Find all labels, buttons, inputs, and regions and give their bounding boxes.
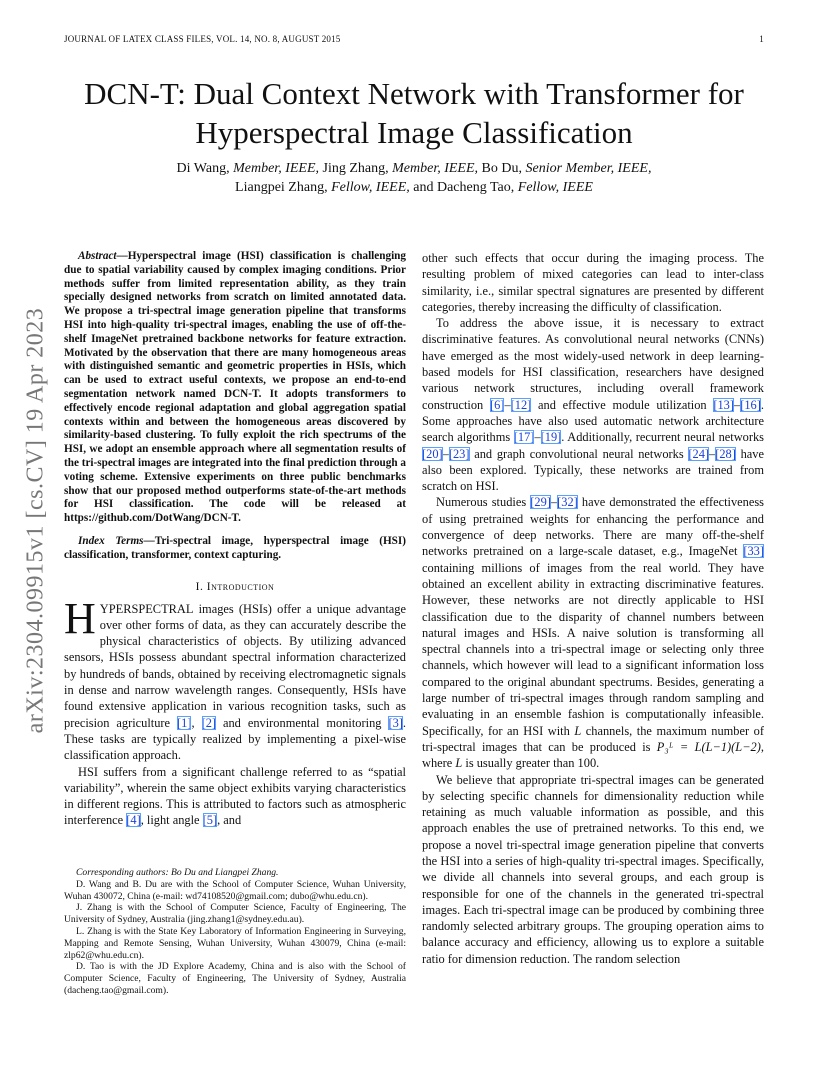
author-list [64,159,764,197]
abstract [64,250,406,526]
author-name: Di Wang, [176,161,230,176]
text-run: . Additionally, recurrent neural networks [561,430,764,445]
author-role: Member, IEEE, [233,161,320,176]
index-terms-text: —Tri-spectral image, hyperspectral image (HSI) classification, transformer, context capturing. [64,534,406,561]
citation-link[interactable]: [6] [489,397,505,412]
abstract-text: —Hyperspectral image (HSI) classification is challenging due to spatial variability caused by complex imaging conditions. Prior methods suffer from limited representation ability, as they train specially designed networks from scratch on limited annotated data. We propose a tri-spectral image generation pipeline that transforms HSI into high-quality tri-spectral images, enabling the use of off-the-shelf ImageNet pretrained backbone networks for feature extraction. Motivated by the observation that there are many homogeneous areas with distinguished semantic and geometric properties in HSIs, which can be used to extract useful contexts, we propose an end-to-end segmentation network named DCN-T. It adopts transformers to effectively encode regional adaptation and global aggregation spatial contexts within and between the homogeneous areas discovered by similarity-based clustering. To fully exploit the rich spectrums of the HSI, we adopt an ensemble approach where all segmentation results of the tri-spectral images are integrated into the final prediction through a voting scheme. Extensive experiments on three public benchmarks show that our proposed method outperforms state-of-the-art methods for HSI classification. The code will be released at https://github.com/DotWang/DCN-T. [64,250,406,525]
affiliation-note: L. Zhang is with the State Key Laboratory of Information Engineering in Surveying, Mapping and Remote Sensing, Wuhan University, Wuhan 430079, China (e-mail: zlp62@whu.edu.cn). [64,925,406,961]
left-column [64,250,406,829]
text-run: – [709,446,716,461]
text-run: HSI suffers from a significant challenge referred to as “spatial variability”, wherein the same object exhibits varying characteristics in different regions. This is attributed to factors such as atmospheric interference [64,764,406,828]
running-header [64,34,764,44]
author-name: Liangpei Zhang, [235,180,328,195]
text-run: – [442,446,449,461]
text-run: images (HSIs) offer a unique advantage over other forms of data, as they can accurately describe the physical characteristics of objects. By utilizing advanced sensors, HSIs possess abundant spectral information characterized by hundreds of bands, obtained by receiving electromagnetic signals in dense and narrow wavelength ranges. Consequently, HSIs have found extensive application in various recognition tasks, such as precision agriculture [64,601,406,730]
math-symbol: L [455,756,463,771]
text-run: , and [217,813,242,828]
body-paragraph-4: We believe that appropriate tri-spectral images can be generated by selecting specific channels for dimensionality reduction while retaining as much valuable information as possible, and this approach enables the use of pretrained networks. To this end, we propose a novel tri-spectral image generation pipeline that converts the HSI into a series of high-quality tri-spectral images. Specifically, we divide all channels into several groups, and each group is responsible for one of the channels in the generated tri-spectral images. Each tri-spectral image can be produced by combining three randomly selected arbitrary groups. The grouping operation aims to balance accuracy and efficiency, allowing us to explore a suitable ratio for dimension reduction. The random selection [422,772,764,966]
right-column [422,250,764,967]
journal-name: JOURNAL OF LATEX CLASS FILES, VOL. 14, NO. 8, AUGUST 2015 [64,34,341,44]
citation-link[interactable]: [28] [715,446,736,461]
author-name: Bo Du, [481,161,522,176]
text-run: channels, the maximum number of tri-spectral images that can be produced is [422,723,764,754]
citation-link[interactable]: [24] [688,446,710,461]
text-run: . These tasks are typically realized by implementing a pixel-wise classification approach. [64,715,406,763]
footnotes [64,867,406,997]
text-run: – [534,430,541,445]
author-role: Member, IEEE, [392,161,479,176]
text-run: and effective module utilization [531,397,714,412]
body-paragraph-3 [422,494,764,771]
text-run: , [191,715,202,730]
citation-link[interactable]: [12] [510,397,532,412]
citation-link[interactable]: [1] [177,715,192,730]
text-run: Numerous studies [436,495,531,510]
abstract-label: Abstract [78,250,117,262]
text-run: – [550,495,558,510]
affiliation-note: D. Wang and B. Du are with the School of Computer Science, Wuhan University, Wuhan 430072, China (e-mail: wd74108520@gmail.com; dubo@whu.edu.cn). [64,878,406,902]
math-symbol: L [574,723,582,738]
math-formula: P₃ᴸ = L(L−1)(L−2) [656,739,761,754]
body-paragraph-1: other such effects that occur during the imaging process. The resulting problem of mixed categories can lead to inter-class similarity, i.e., similar spectral signatures are presented by different categories, thereby increasing the difficulty of classification. [422,251,764,314]
citation-link[interactable]: [17] [513,430,535,445]
author-role: Fellow, IEEE [517,180,593,195]
intro-paragraph-1 [64,593,406,764]
intro-first-word: YPERSPECTRAL [99,601,194,616]
citation-link[interactable]: [3] [388,715,403,730]
citation-link[interactable]: [5] [202,813,218,828]
text-run: . Some approaches have also used automatic network architecture search algorithms [422,397,764,445]
author-role: Fellow, IEEE, [331,180,410,195]
text-run: and environmental monitoring [216,715,389,730]
author-name: Jing Zhang, [322,161,389,176]
text-run: , where [422,739,764,771]
section-heading: I. Introduction [195,580,275,593]
citation-link[interactable]: [2] [201,715,217,730]
drop-cap: H [64,593,96,643]
text-run: is usually greater than 100. [462,756,600,771]
affiliation-note: D. Tao is with the JD Explore Academy, China and is also with the School of Computer Science, Faculty of Engineering, The University of Sydney, Australia (dacheng.tao@gmail.com). [64,961,406,996]
arxiv-stamp[interactable] [16,285,56,755]
text-run: have also been explored. Typically, these networks are trained from scratch on HSI. [422,446,764,494]
citation-link[interactable]: [23] [448,446,470,461]
index-terms-label: Index Terms [78,534,144,547]
author-role: Senior Member, IEEE, [525,161,652,176]
text-run: containing millions of images from the real world. They have obtained an excellent ability in extracting discriminative features. However, these networks are not directly applicable to HSI classification due to the disparity of channel numbers between natural images and HSIs. A naive solution is transforming all spectral channels into a tri-spectral image or selecting only three channels, which however will lead to a significant information loss compared to the original abundant spectrums. Besides, generating a large number of tri-spectral images through random sampling and evaluating in an ensemble fashion is computationally infeasible. Specifically, for an HSI with [422,560,764,738]
body-paragraph-2 [422,315,764,494]
citation-link[interactable]: [19] [540,430,562,445]
citation-link[interactable]: [16] [740,397,761,412]
index-terms [64,535,406,563]
text-run: – [734,397,741,412]
citation-link[interactable]: [4] [126,813,141,828]
text-run: – [504,397,511,412]
citation-link[interactable]: [29] [530,495,551,510]
page-number: 1 [759,34,764,44]
author-name: and Dacheng Tao, [413,180,515,195]
citation-link[interactable]: [13] [713,397,735,412]
text-run: have demonstrated the effectiveness of using pretrained weights for enhancing the performance and convergence of deep networks. There are many off-the-shelf networks pretrained on a large-scale dataset, e.g., ImageNet [422,495,764,559]
citation-link[interactable]: [20] [422,446,443,461]
arxiv-id[interactable]: arXiv:2304.09915v1 [cs.CV] 19 Apr 2023 [22,307,49,733]
corresponding-authors: Corresponding authors: Bo Du and Liangpei Zhang. [76,867,279,878]
citation-link[interactable]: [32] [557,495,578,510]
intro-paragraph-2 [64,764,406,829]
text-run: To address the above issue, it is necessary to extract discriminative features. As convolutional neural networks (CNNs) have emerged as the most widely-used network in deep learning-based models for HSI classification, researchers have designed various network structures, including overall framework construction [422,316,764,412]
paper-title: DCN-T: Dual Context Network with Transformer for Hyperspectral Image Classification [84,76,744,150]
text-run: and graph convolutional neural networks [469,446,689,461]
affiliation-note: J. Zhang is with the School of Computer Science, Faculty of Engineering, The University of Sydney, Australia (jing.zhang1@sydney.edu.au). [64,902,406,926]
citation-link[interactable]: [33] [743,544,764,559]
text-run: , light angle [140,813,203,828]
